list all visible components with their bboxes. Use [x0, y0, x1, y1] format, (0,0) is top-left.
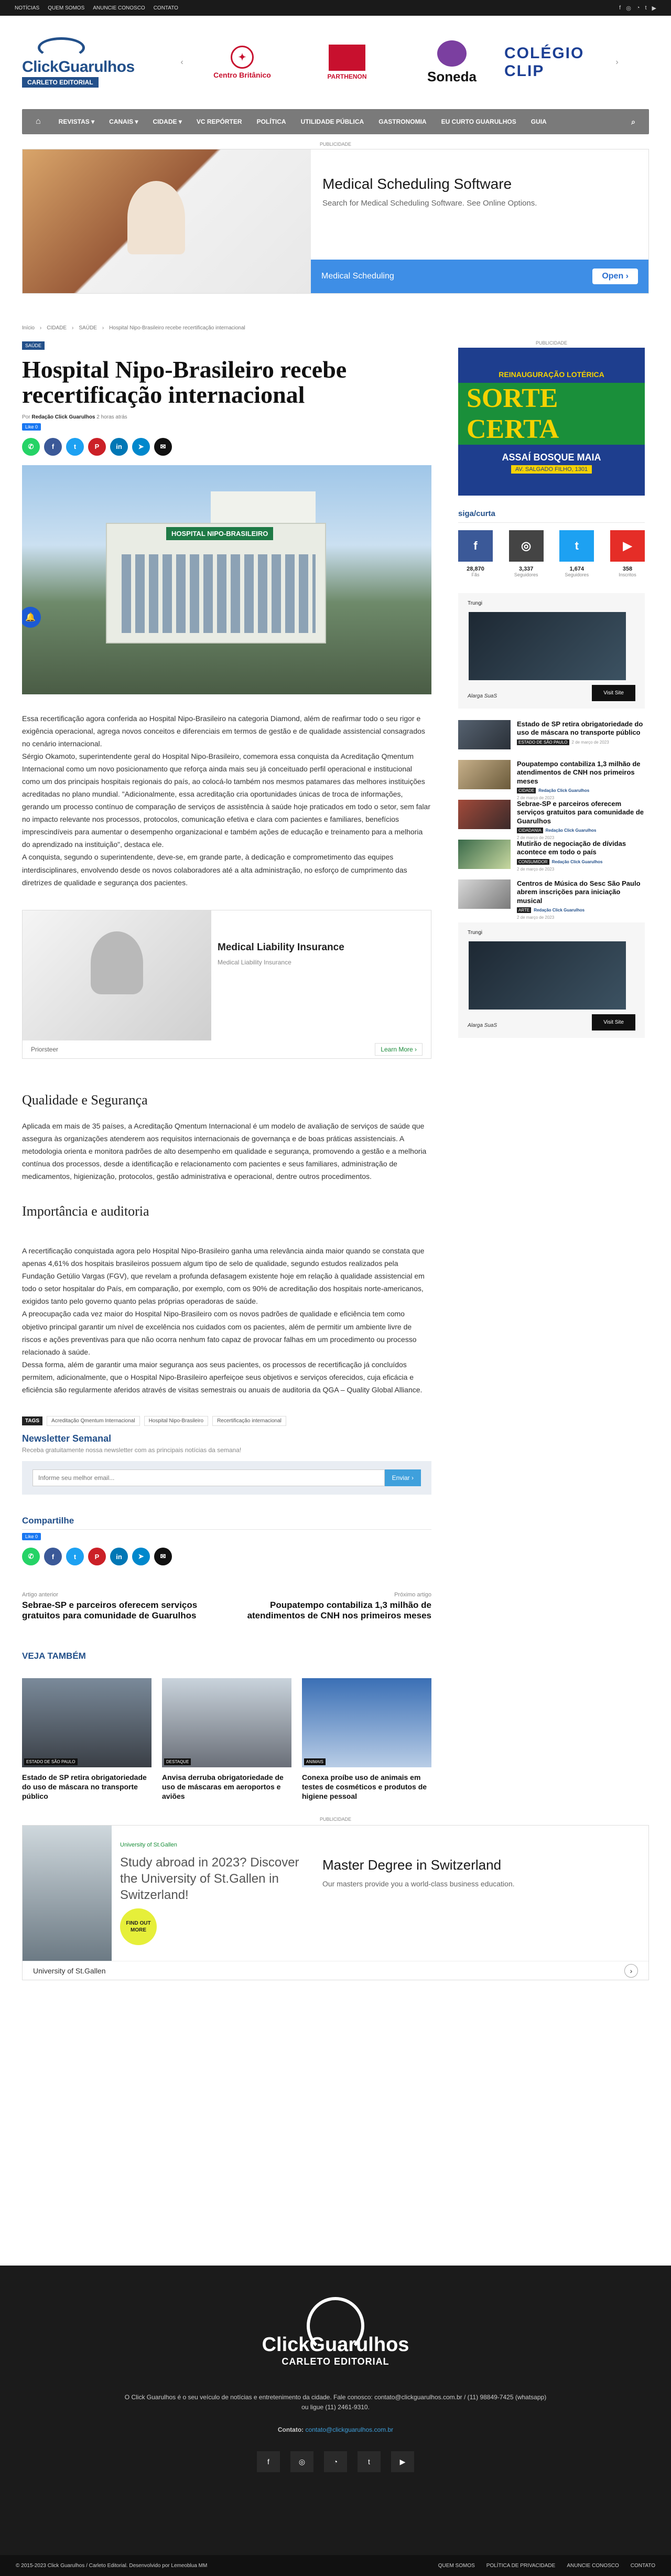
whatsapp-icon[interactable]: ✆ — [22, 1548, 40, 1565]
footer-link-quem-somos[interactable]: QUEM SOMOS — [438, 2562, 475, 2569]
telegram-icon[interactable]: ➤ — [132, 438, 150, 456]
byline-prefix: Por — [22, 414, 30, 420]
instagram-icon: ◎ — [509, 530, 544, 562]
nav-revistas[interactable]: REVISTAS ▾ — [58, 118, 95, 125]
list-category[interactable]: CONSUMIDOR — [517, 859, 549, 865]
building-windows — [122, 554, 316, 633]
footer-bottom-bar — [0, 2555, 671, 2576]
sponsor-name: PARTHENON — [327, 73, 367, 80]
ad-brand: Trungi — [468, 930, 482, 936]
ad-label: PUBLICIDADE — [319, 142, 352, 147]
ad-bar-text: Medical Scheduling — [321, 272, 394, 281]
breadcrumb-home[interactable]: Início — [22, 325, 35, 331]
sponsor-emblem — [437, 40, 467, 67]
ad-laptop[interactable] — [458, 922, 645, 1038]
card-badge: ANIMAIS — [304, 1758, 326, 1765]
breadcrumb-sep: › — [102, 325, 104, 331]
sponsor-centro-britanico[interactable] — [190, 34, 295, 91]
instagram-icon[interactable]: ◎ — [290, 2451, 313, 2472]
list-title[interactable]: Mutirão de negociação de dívidas acontece em todo o país — [517, 840, 626, 856]
section-heading: Qualidade e Segurança — [22, 1092, 148, 1108]
sponsor-emblem — [329, 45, 365, 71]
social-count: 1,674 — [569, 566, 585, 572]
ad-line: ASSAÍ BOSQUE MAIA — [502, 452, 601, 463]
linkedin-icon[interactable]: in — [110, 438, 128, 456]
tag-link[interactable]: Hospital Nipo-Brasileiro — [144, 1416, 208, 1426]
list-author[interactable]: Redação Click Guarulhos — [551, 859, 603, 864]
instagram-icon[interactable]: ◎ — [626, 5, 631, 12]
youtube-icon[interactable]: ▶ — [652, 5, 656, 12]
nav-canais[interactable]: CANAIS ▾ — [109, 118, 138, 125]
contact-label: Contato: — [277, 2426, 304, 2434]
list-date: 2 de março de 2023 — [517, 866, 555, 872]
list-category[interactable]: ESTADO DE SÃO PAULO — [517, 739, 569, 745]
newsletter-email-input[interactable] — [33, 1469, 385, 1486]
top-link-contato[interactable]: CONTATO — [153, 5, 178, 11]
ad-desc: Our masters provide you a world-class business education. — [322, 1880, 515, 1888]
prev-title[interactable]: Sebrae-SP e parceiros oferecem serviços gratuitos para comunidade de Guarulhos — [22, 1600, 198, 1621]
sponsor-parthenon[interactable] — [295, 34, 399, 91]
twitter-icon[interactable]: t — [66, 438, 84, 456]
main-nav — [22, 109, 649, 134]
nav-gastronomia[interactable]: GASTRONOMIA — [378, 118, 427, 125]
chevron-right-icon[interactable]: › — [624, 1964, 638, 1978]
facebook-icon[interactable]: f — [619, 4, 621, 11]
list-title[interactable]: Centros de Música do Sesc São Paulo abrem inscrições para iniciação musical — [517, 879, 641, 905]
sponsor-name: Soneda — [427, 68, 477, 84]
site-logo[interactable] — [22, 37, 143, 88]
sponsor-emblem: ✦ — [231, 46, 254, 69]
paragraph: A recertificação conquistada agora pelo Hospital Nipo-Brasileiro ganha uma relevância ainda maior quando se constata que apenas 4,61% dos hospitais brasileiros possuem algum tipo de selo de qualidade, segundo estudos realizados pela Fundação Getúlio Vargas (FGV), que revelam a profunda defasagem existente hoje em relação à qualidade assistencial em todo o setor hospitalar do País, em comparação, por exemplo, com os 90% de acreditação dos hospitais norte-americanos, exigidos tanto pelo governo quanto pelas próprias operadoras de saúde. — [22, 1247, 425, 1306]
breadcrumb — [22, 325, 649, 331]
list-thumb — [458, 800, 511, 829]
email-icon[interactable]: ✉ — [154, 438, 172, 456]
section-heading: Importância e auditoria — [22, 1204, 149, 1219]
home-icon[interactable]: ⌂ — [36, 117, 41, 126]
footer-social — [0, 2451, 671, 2472]
social-label: Inscritos — [619, 572, 636, 577]
byline — [22, 414, 431, 420]
category-badge[interactable]: SAÚDE — [22, 341, 45, 350]
article — [22, 340, 431, 1801]
sponsor-soneda[interactable] — [399, 34, 504, 91]
list-item[interactable] — [458, 800, 645, 840]
related-title: VEJA TAMBÉM — [22, 1650, 86, 1661]
card-image — [302, 1678, 431, 1767]
ad-title: Master Degree in Switzerland — [322, 1857, 502, 1873]
article-title: Hospital Nipo-Brasileiro recebe recertificação internacional — [22, 356, 347, 409]
next-title[interactable]: Poupatempo contabiliza 1,3 milhão de atendimentos de CNH nos primeiros meses — [247, 1600, 431, 1621]
paragraph: Sérgio Okamoto, superintendente geral do Hospital Nipo-Brasileiro, comemora essa conquista da Acreditação Qmentum Internacional como um novo posicionamento que reforça ainda mais seu já conceituado perfil operacional e institucional como um dos principais hospitais regionais do país, ao colocá-lo também nos mesmos patamares das melhores instituições acreditadas no plano mundial. "Adicionalmente, essa acreditação cria oportunidades únicas de troca de informações, gerando um processo contínuo de comparação de serviços de assistência à saúde hoje praticados em todo o setor, sem falar no impacto relevante nos processos, protocolos, comunicação efetiva e clara com pacientes e familiares, benefícios imprescindíveis para aumentar o desempenho organizacional e também ações de educação e treinamento para a melhoria do aprendizado na instituição", destaca ele. — [22, 752, 431, 849]
paragraph: Aplicada em mais de 35 países, a Acreditação Qmentum Internacional é um modelo de avaliação de serviços de saúde que assegura às organizações atenderem aos requisitos internacionais de governança e de boas práticas assistenciais. A metodologia orienta e monitora padrões de alto desempenho em qualidade e segurança, promovendo a gestão e a melhoria contínua dos processos, desde a identificação e relacionamento com pacientes e seus familiares, administração de medicamentos, higienização, protocolos, gestão administrativa e operacional, dentre outros procedimentos. — [22, 1121, 427, 1180]
ad-find-out-more[interactable]: FIND OUT MORE — [120, 1908, 157, 1945]
logo-mark — [38, 37, 85, 58]
contact-email-link[interactable]: contato@clickguarulhos.com.br — [305, 2426, 394, 2434]
nav-guia[interactable]: GUIA — [531, 118, 547, 125]
related-card[interactable] — [302, 1678, 431, 1801]
pinterest-icon[interactable]: P — [88, 438, 106, 456]
list-date: 2 de março de 2023 — [517, 915, 555, 920]
chevron-right-icon[interactable]: › — [615, 58, 619, 67]
card-title[interactable]: Estado de SP retira obrigatoriedade do uso de máscara no transporte público — [22, 1773, 147, 1801]
twitter-icon: t — [559, 530, 594, 562]
social-youtube[interactable] — [610, 530, 645, 577]
newsletter — [22, 1433, 431, 1495]
paragraph: Dessa forma, além de garantir uma maior segurança aos seus pacientes, os processos de recertificação já concluídos permitem, adicionalmente, que o Hospital Nipo-Brasileiro aperfeiçoe seus objetivos e serviços oferecidos, cuja eficácia e eficiência são regularmente aferidos através de visitas semestrais ou anuais de auditoria da QGA – Quality Global Alliance. — [22, 1360, 423, 1394]
social-counters — [458, 530, 645, 577]
tags-label: TAGS — [22, 1416, 42, 1425]
social-twitter[interactable] — [559, 530, 594, 577]
social-instagram[interactable] — [509, 530, 544, 577]
social-title: siga/curta — [458, 509, 645, 523]
sidebar-news-list — [458, 720, 645, 920]
whatsapp-icon[interactable]: ✆ — [22, 438, 40, 456]
tag-link[interactable]: Acreditação Qmentum Internacional — [47, 1416, 140, 1426]
ad-foot-text: University of St.Gallen — [33, 1966, 106, 1975]
newsletter-desc: Receba gratuitamente nossa newsletter com as principais notícias da semana! — [22, 1446, 242, 1454]
nav-eu-curto[interactable]: EU CURTO GUARULHOS — [441, 118, 516, 125]
hospital-sign: HOSPITAL NIPO-BRASILEIRO — [166, 527, 273, 540]
ad-label: PUBLICIDADE — [319, 1817, 352, 1822]
list-item[interactable] — [458, 760, 645, 800]
like-button[interactable]: Like 0 — [22, 423, 41, 431]
logo-sub: CARLETO EDITORIAL — [22, 77, 99, 88]
copyright: © 2015-2023 Click Guarulhos / Carleto Editorial. Desenvolvido por Lemeoblua MM — [16, 2562, 208, 2569]
next-article[interactable] — [232, 1592, 431, 1622]
footer-contact — [0, 2426, 671, 2433]
ad-image — [23, 149, 311, 293]
social-facebook[interactable] — [458, 530, 493, 577]
ad-sub: Medical Liability Insurance — [218, 958, 291, 966]
twitter-icon[interactable]: t — [645, 4, 647, 11]
social-label: Fãs — [471, 572, 480, 577]
top-link-noticias[interactable]: NOTÍCIAS — [15, 5, 40, 11]
ad-left-text: Study abroad in 2023? Discover the University of St.Gallen in Switzerland! — [120, 1855, 299, 1903]
ad-laptop[interactable] — [458, 593, 645, 709]
list-item[interactable] — [458, 879, 645, 920]
list-thumb — [458, 720, 511, 749]
list-item[interactable] — [458, 840, 645, 872]
list-thumb — [458, 760, 511, 789]
list-thumb — [458, 879, 511, 909]
footer-logo-name: ClickGuarulhos — [262, 2334, 409, 2356]
ad-uni-logo: University of St.Gallen — [120, 1842, 177, 1849]
footer-logo-sub: CARLETO EDITORIAL — [282, 2356, 389, 2367]
paragraph: A preocupação cada vez maior do Hospital Nipo-Brasileiro com os novos padrões de qualidade e eficiência tem como objetivo principal garantir um nível de excelência nos cuidados com os pacientes, além de permitir um ambiente livre de riscos e ações preventivas para que não ocorra nenhum fato capaz de provocar falhas em um procedimento ou processo relacionado à saúde. — [22, 1310, 417, 1356]
top-bar — [0, 0, 671, 16]
footer-link-anuncie[interactable]: ANUNCIE CONOSCO — [567, 2562, 619, 2569]
nav-cidade[interactable]: CIDADE ▾ — [153, 118, 182, 125]
card-badge: ESTADO DE SÃO PAULO — [24, 1758, 78, 1765]
ad-banner-bottom[interactable] — [22, 1825, 649, 1980]
footer-description: O Click Guarulhos é o seu veículo de notícias e entretenimento da cidade. Fale conosco: contato@clickguarulhos.com.br / (11) 98849-7425 (whatsapp) ou ligue (11) 2461-9310. — [124, 2393, 547, 2411]
ad-desc: Search for Medical Scheduling Software. See Online Options. — [322, 199, 537, 208]
breadcrumb-cidade[interactable]: CIDADE — [47, 325, 67, 331]
list-title[interactable]: Poupatempo contabiliza 1,3 milhão de atendimentos de CNH nos primeiros meses — [517, 760, 641, 785]
tags — [22, 1416, 431, 1426]
list-category[interactable]: CIDADE — [517, 788, 536, 793]
facebook-icon: f — [458, 530, 493, 562]
like-button[interactable]: Like 0 — [22, 1533, 41, 1540]
card-image — [22, 1678, 151, 1767]
social-count: 358 — [622, 566, 633, 572]
author-link[interactable]: Redação Click Guarulhos — [31, 414, 95, 420]
card-image — [162, 1678, 291, 1767]
ad-image — [469, 612, 626, 680]
article-image — [22, 465, 431, 694]
rss-icon[interactable]: ◔ — [636, 4, 640, 11]
card-title[interactable]: Conexa proíbe uso de animais em testes de cosméticos e produtos de higiene pessoal — [302, 1773, 427, 1801]
search-icon[interactable]: ⌕ — [631, 117, 635, 126]
ad-address: AV. SALGADO FILHO, 1301 — [511, 465, 592, 474]
site-header — [0, 16, 671, 109]
post-time: 2 horas atrás — [96, 414, 127, 420]
card-badge: DESTAQUE — [164, 1758, 191, 1765]
breadcrumb-sep: › — [72, 325, 74, 331]
list-title[interactable]: Sebrae-SP e parceiros oferecem serviços gratuitos para comunidade de Guarulhos — [517, 800, 644, 825]
list-author[interactable]: Redação Click Guarulhos — [545, 828, 597, 833]
prev-label: Artigo anterior — [22, 1592, 59, 1598]
ad-title: Medical Liability Insurance — [218, 941, 344, 953]
visit-site-button[interactable]: Visit Site — [592, 1014, 635, 1031]
sponsor-clip[interactable] — [504, 34, 609, 91]
ad-image — [23, 910, 211, 1040]
footer-link-privacidade[interactable]: POLÍTICA DE PRIVACIDADE — [486, 2562, 556, 2569]
related-card[interactable] — [162, 1678, 291, 1801]
share-buttons-bottom — [22, 1548, 431, 1565]
article-nav — [22, 1592, 431, 1622]
ad-headline: SORTE CERTA — [458, 383, 645, 445]
youtube-icon: ▶ — [610, 530, 645, 562]
related-card[interactable] — [22, 1678, 151, 1801]
list-title[interactable]: Estado de SP retira obrigatoriedade do uso de máscara no transporte público — [517, 720, 643, 737]
ad-title: Medical Scheduling Software — [322, 176, 512, 192]
ad-figure — [91, 931, 143, 994]
ad-banner-top[interactable] — [22, 149, 649, 294]
share-title: Compartilhe — [22, 1516, 431, 1530]
list-date: 2 de março de 2023 — [571, 739, 609, 745]
ad-sorte-certa[interactable] — [458, 348, 645, 496]
article-body — [22, 1120, 431, 1183]
facebook-icon[interactable]: f — [44, 1548, 62, 1565]
card-title[interactable]: Anvisa derruba obrigatoriedade de uso de máscaras em aeroportos e aviões — [162, 1773, 284, 1801]
breadcrumb-current: Hospital Nipo-Brasileiro recebe recertificação internacional — [109, 325, 245, 331]
nav-vc-reporter[interactable]: VC REPÓRTER — [196, 118, 242, 125]
paragraph: A conquista, segundo o superintendente, deve-se, em grande parte, à dedicação e comprometimento das equipes interdisciplinares, envolvendo desde os novos colaboradores até a alta administração, no esforço de cumprimento das diretrizes de qualidade e segurança dos pacientes. — [22, 853, 407, 887]
pinterest-icon[interactable]: P — [88, 1548, 106, 1565]
ad-image — [23, 1826, 112, 1961]
social-count: 28,870 — [467, 566, 484, 572]
ad-logo-text: Alarga SuaS — [468, 693, 497, 699]
footer-link-contato[interactable]: CONTATO — [630, 2562, 655, 2569]
ad-logo-text: Alarga SuaS — [468, 1023, 497, 1028]
ad-bar[interactable] — [311, 260, 648, 293]
chevron-left-icon[interactable]: ‹ — [180, 58, 183, 67]
sidebar — [458, 340, 645, 1801]
site-footer — [0, 2266, 671, 2576]
ad-figure — [127, 181, 185, 254]
list-date: 2 de março de 2023 — [517, 835, 555, 840]
facebook-icon[interactable]: f — [257, 2451, 280, 2472]
breadcrumb-saude[interactable]: SAÚDE — [79, 325, 97, 331]
top-link-quem-somos[interactable]: QUEM SOMOS — [48, 5, 85, 11]
paragraph: Essa recertificação agora conferida ao Hospital Nipo-Brasileiro na categoria Diamond, além de reafirmar todo o seu rigor e exigência operacional, agrega novos conceitos e diferenciais em termos de gestão e de qualidade assistencial consagrados no cenário internacional. — [22, 714, 425, 748]
rss-icon[interactable]: ◔ — [324, 2451, 347, 2472]
footer-logo[interactable] — [0, 2297, 671, 2367]
list-category[interactable]: ARTE — [517, 907, 531, 913]
visit-site-button[interactable]: Visit Site — [592, 685, 635, 701]
newsletter-submit-button[interactable]: Enviar › — [385, 1469, 421, 1486]
youtube-icon[interactable]: ▶ — [391, 2451, 414, 2472]
sponsor-name: COLÉGIO CLIP — [504, 45, 585, 80]
ad-brand: Priorsteer — [31, 1045, 59, 1053]
prev-article[interactable] — [22, 1592, 221, 1622]
list-author[interactable]: Redação Click Guarulhos — [534, 907, 585, 913]
list-author[interactable]: Redação Click Guarulhos — [538, 788, 590, 793]
breadcrumb-sep: › — [39, 325, 42, 331]
twitter-icon[interactable]: t — [358, 2451, 381, 2472]
social-label: Seguidores — [514, 572, 538, 577]
facebook-icon[interactable]: f — [44, 438, 62, 456]
social-count: 3,337 — [518, 566, 534, 572]
bell-icon[interactable]: 🔔 — [22, 607, 41, 628]
list-item[interactable] — [458, 720, 645, 749]
list-thumb — [458, 840, 511, 869]
ad-image — [469, 941, 626, 1010]
nav-utilidade[interactable]: UTILIDADE PÚBLICA — [300, 118, 364, 125]
logo-name: ClickGuarulhos — [22, 58, 135, 76]
ad-label: PUBLICIDADE — [535, 340, 568, 346]
newsletter-title: Newsletter Semanal — [22, 1433, 112, 1444]
related-cards — [22, 1678, 431, 1801]
linkedin-icon[interactable]: in — [110, 1548, 128, 1565]
sponsor-carousel — [174, 34, 625, 91]
email-icon[interactable]: ✉ — [154, 1548, 172, 1565]
twitter-icon[interactable]: t — [66, 1548, 84, 1565]
list-category[interactable]: CIDADANIA — [517, 828, 543, 833]
ad-open-button[interactable]: Open › — [592, 269, 638, 284]
telegram-icon[interactable]: ➤ — [132, 1548, 150, 1565]
article-body — [22, 712, 431, 889]
nav-politica[interactable]: POLÍTICA — [256, 118, 286, 125]
next-label: Próximo artigo — [394, 1592, 431, 1598]
sponsor-name: Centro Britânico — [213, 71, 271, 79]
ad-line: REINAUGURAÇÃO LOTÉRICA — [499, 370, 604, 379]
social-label: Seguidores — [565, 572, 589, 577]
ad-brand: Trungi — [468, 600, 482, 606]
tag-link[interactable]: Recertificação internacional — [212, 1416, 286, 1426]
article-body — [22, 1244, 431, 1396]
ad-learn-more-button[interactable]: Learn More › — [375, 1043, 423, 1056]
share-buttons — [22, 438, 431, 456]
ad-inline[interactable] — [22, 910, 431, 1059]
list-date: 2 de março de 2023 — [517, 795, 555, 800]
top-link-anuncie[interactable]: ANUNCIE CONOSCO — [93, 5, 145, 11]
